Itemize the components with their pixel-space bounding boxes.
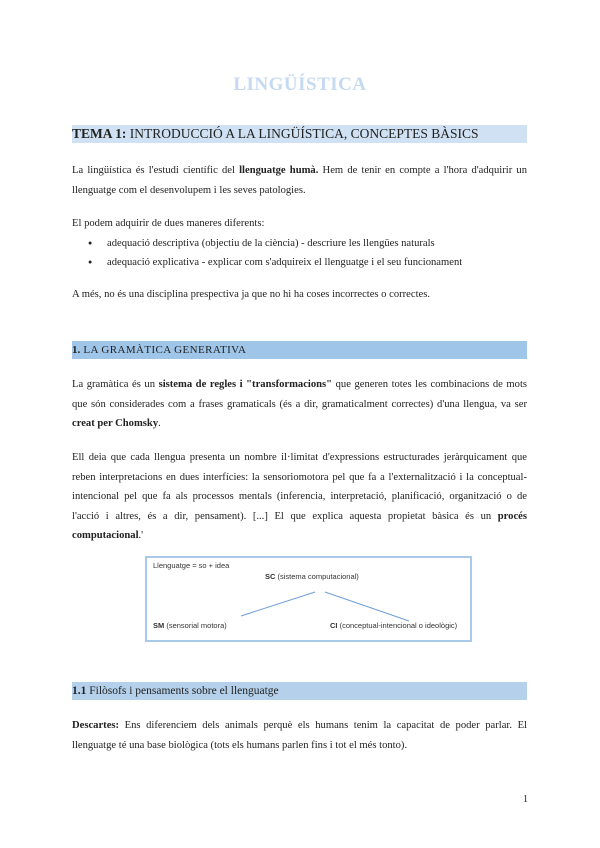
discipline-paragraph: A més, no és una disciplina prespectiva ja que no hi ha coses incorrectes o correctes. xyxy=(72,289,431,300)
diagram-label-language: Llenguatge = so + idea xyxy=(153,561,230,570)
tema-label: TEMA 1: xyxy=(72,126,127,141)
intro-paragraph xyxy=(72,161,527,200)
bold-text: sistema de regles i "transformacions" xyxy=(158,379,333,390)
bold-text: procés computacional xyxy=(72,510,527,542)
tema-title: INTRODUCCIÓ A LA LINGÜÍSTICA, CONCEPTES BÀSICS xyxy=(126,126,479,141)
bullet-list xyxy=(87,234,527,273)
text: Ens diferenciem dels animals perquè els humans tenim la capacitat de poder parlar. El llenguatge té una base biològica (tots els humans parlen fins i tot el més tonto). xyxy=(72,720,527,751)
bold-text: llenguatge humà. xyxy=(239,165,319,176)
section-heading-philosophers xyxy=(72,682,527,700)
bold-text: creat per Chomsky xyxy=(72,418,159,430)
section-number: 1. xyxy=(72,344,81,356)
document-title: LINGÜÍSTICA xyxy=(233,74,367,95)
descartes-paragraph xyxy=(72,716,527,755)
acquisition-paragraph xyxy=(72,214,527,273)
bullet-icon: ● xyxy=(88,258,93,267)
bold-text: Descartes: xyxy=(72,720,120,731)
text: adequació explicativa - explicar com s'adquireix el llenguatge i el seu funcionament xyxy=(107,257,463,269)
language-diagram xyxy=(145,556,472,642)
text: Hem de tenir en compte a l'hora d'adquirir un llenguatge com el desenvolupem i les seves patologies. xyxy=(72,165,528,196)
list-item xyxy=(87,234,527,254)
diagram-node-sc xyxy=(265,572,359,581)
section-title: Filòsofs i pensaments sobre el llenguatge xyxy=(86,685,279,697)
diagram-node-sm xyxy=(153,621,227,630)
text: adequació descriptiva (objectiu de la ciència) - descriure les llengües naturals xyxy=(107,237,435,249)
text: .' xyxy=(138,530,144,542)
text: que generen totes les combinacions de mots que són considerades com a frases gramaticals (és a dir, gramaticalment correctes) d'una llengua, va ser xyxy=(72,379,528,410)
list-item xyxy=(87,253,527,273)
page-number: 1 xyxy=(523,794,528,805)
node-label: (conceptual-intencional o ideològic) xyxy=(337,621,458,630)
diagram-node-ci xyxy=(330,621,457,630)
node-abbr: SC xyxy=(265,572,276,581)
text: . xyxy=(158,418,161,430)
node-label: (sensorial motora) xyxy=(164,621,227,630)
text: La gramàtica és un xyxy=(72,379,159,390)
node-abbr: SM xyxy=(153,621,165,630)
tema-heading xyxy=(72,125,527,143)
text: El podem adquirir de dues maneres diferents: xyxy=(72,218,265,229)
text: Ell deia que cada llengua presenta un nombre il·limitat d'expressions estructurades jeràrquicament que reben interpretacions en dues interfícies: la sensoriomotora pel que fa a l'externalització i la conceptual-intencional pel que fa als processos mentals (inferencia, interpretació, planificació, organització o de l'acció i altres, és a dir, pensament). [...] El que explica aquesta propietat bàsica és un xyxy=(72,452,527,522)
grammar-paragraph xyxy=(72,375,527,434)
chomsky-paragraph xyxy=(72,448,527,546)
section-heading-generativa xyxy=(72,341,527,359)
node-abbr: CI xyxy=(330,621,338,630)
line-sc-ci xyxy=(325,592,409,621)
section-title: LA GRAMÀTICA GENERATIVA xyxy=(80,344,247,356)
bullet-icon: ● xyxy=(88,238,93,247)
text: La lingüística és l'estudi científic del xyxy=(72,165,240,176)
line-sc-sm xyxy=(241,592,315,616)
section-number: 1.1 xyxy=(72,685,87,697)
node-label: (sistema computacional) xyxy=(275,572,359,581)
